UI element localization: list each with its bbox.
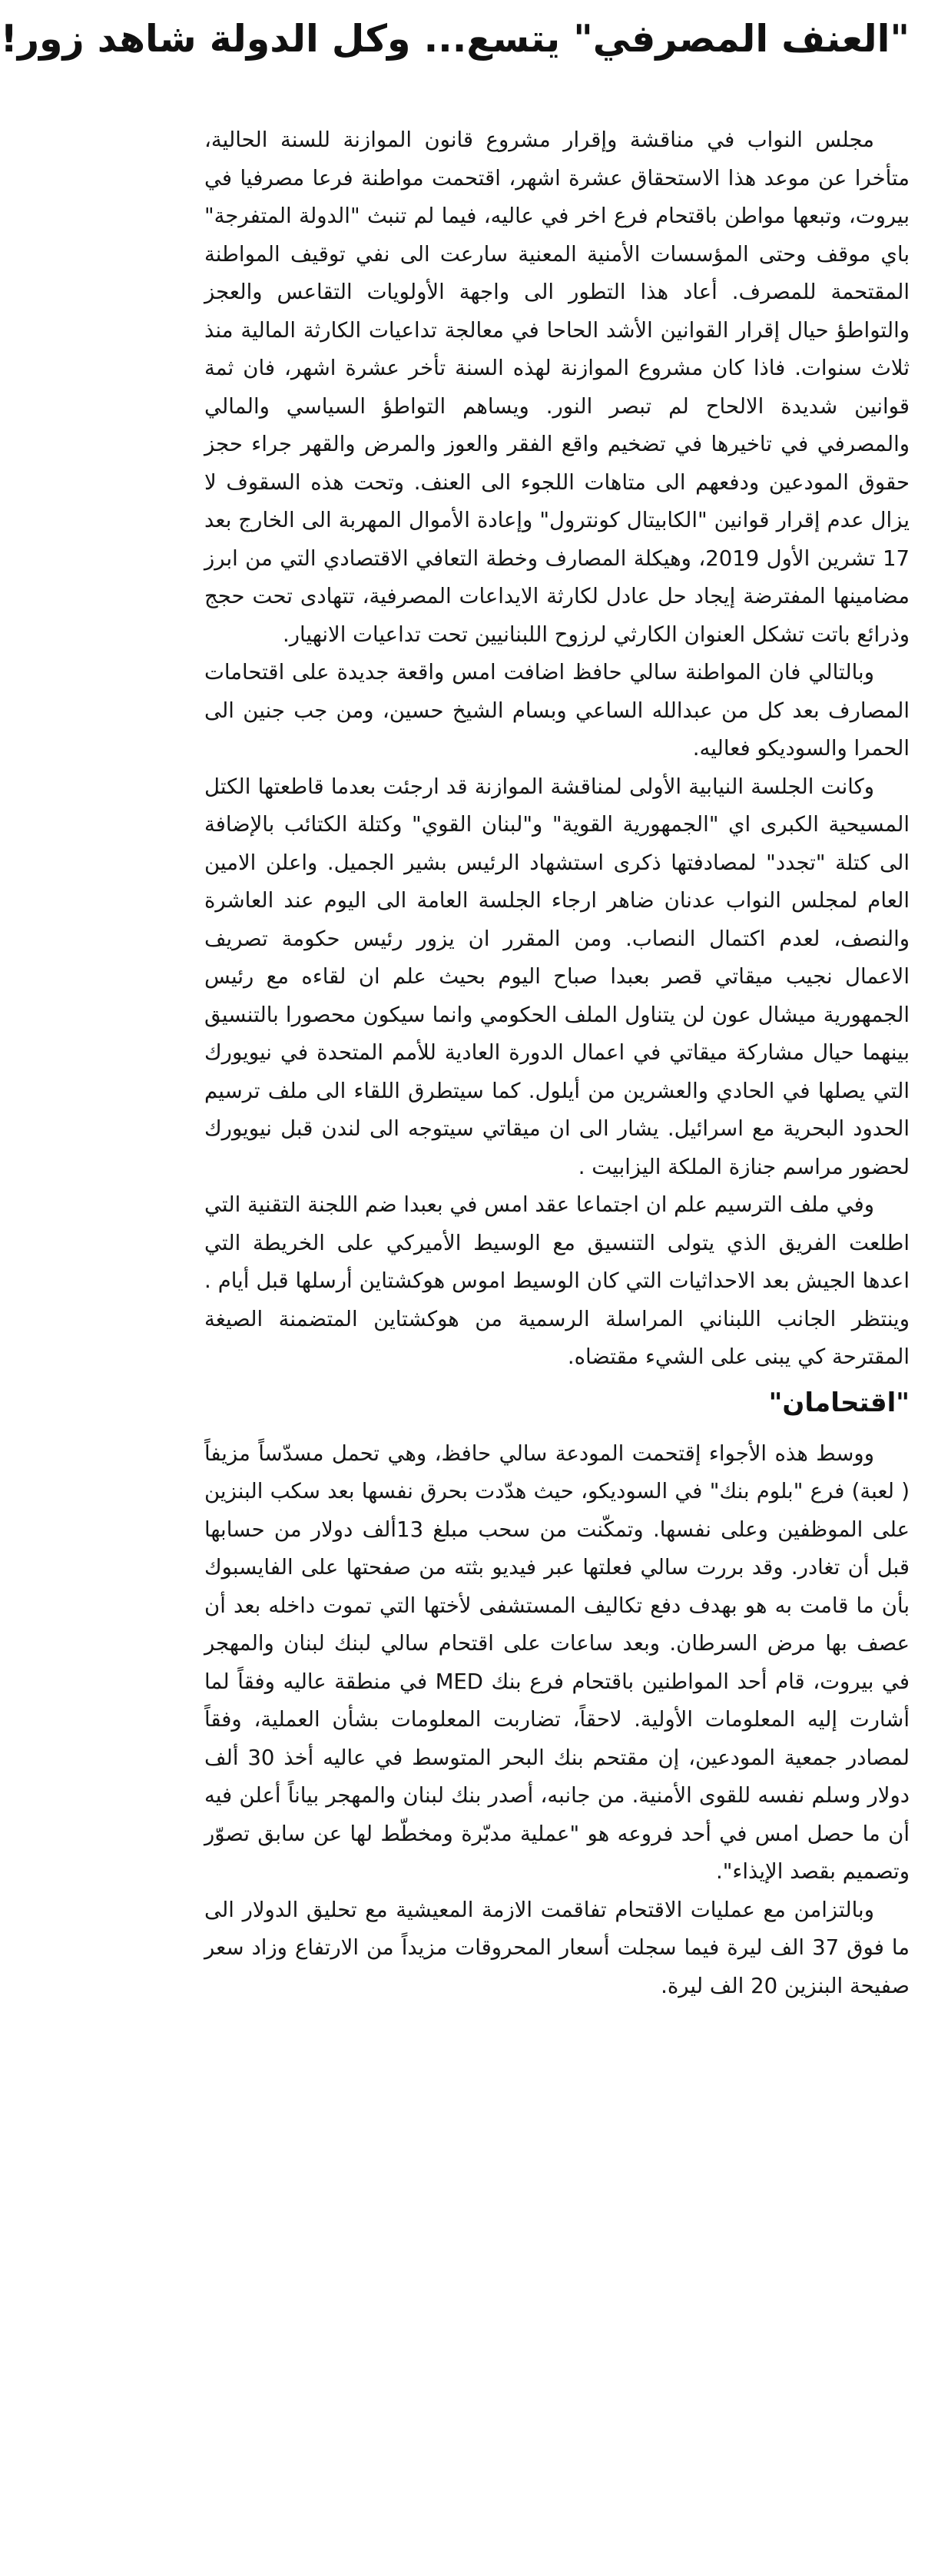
article-paragraph: مجلس النواب في مناقشة وإقرار مشروع قانون الموازنة للسنة الحالية، متأخرا عن موعد هذا الاستحقاق عشرة اشهر، اقتحمت مواطنة فرعا مصرفيا في بيروت، وتبعها مواطن باقتحام فرع اخر في عاليه، فيما لم تنبث "الدولة المتفرجة" باي موقف وحتى المؤسسات الأمنية المعنية سارعت الى نفي توقيف المواطنة المقتحمة للمصرف. أعاد هذا التطور الى واجهة الأولويات التقاعس والعجز والتواطؤ حيال إقرار القوانين الأشد الحاحا في معالجة تداعيات الكارثة المالية منذ ثلاث سنوات. فاذا كان مشروع الموازنة لهذه السنة تأخر عشرة اشهر، فان ثمة قوانين شديدة الالحاح لم تبصر النور. ويساهم التواطؤ السياسي والمالي والمصرفي في تاخيرها في تضخيم واقع الفقر والعوز والمرض والقهر جراء حجز حقوق المودعين ودفعهم الى متاهات اللجوء الى العنف. وتحت هذه السقوف لا يزال عدم إقرار قوانين "الكابيتال كونترول" وإعادة الأموال المهربة الى الخارج بعد 17 تشرين الأول 2019، وهيكلة المصارف وخطة التعافي الاقتصادي التي من ابرز مضامينها المفترضة إيجاد حل عادل لكارثة الايداعات المصرفية، تتهادى تحت حجج وذرائع باتت تشكل العنوان الكارثي لرزوح اللبنانيين تحت تداعيات الانهيار. — [204, 128, 910, 647]
article-paragraph: وكانت الجلسة النيابية الأولى لمناقشة الموازنة قد ارجئت بعدما قاطعتها الكتل المسيحية الكبرى اي "الجمهورية القوية" و"لبنان القوي" وكتلة الكتائب بالإضافة الى كتلة "تجدد" لمصادفتها ذكرى استشهاد الرئيس بشير الجميل. واعلن الامين العام لمجلس النواب عدنان ضاهر ارجاء الجلسة العامة الى اليوم عند العاشرة والنصف، لعدم اكتمال النصاب. ومن المقرر ان يزور رئيس حكومة تصريف الاعمال نجيب ميقاتي قصر بعبدا صباح اليوم بحيث علم ان لقاءه مع رئيس الجمهورية ميشال عون لن يتناول الملف الحكومي وانما سيكون محصورا بالتنسيق بينهما حيال مشاركة ميقاتي في اعمال الدورة العادية للأمم المتحدة في نيويورك التي يصلها في الحادي والعشرين من أيلول. كما سيتطرق اللقاء الى ملف ترسيم الحدود البحرية مع اسرائيل. يشار الى ان ميقاتي سيتوجه الى لندن قبل نيويورك لحضور مراسم جنازة الملكة اليزابيت . — [204, 774, 910, 1179]
article-paragraph: وفي ملف الترسيم علم ان اجتماعا عقد امس في بعبدا ضم اللجنة التقنية التي اطلعت الفريق الذي يتولى التنسيق مع الوسيط الأميركي على الخريطة التي اعدها الجيش بعد الاحداثيات التي كان الوسيط اموس هوكشتاين أرسلها قبل أيام . وينتظر الجانب اللبناني المراسلة الرسمية من هوكشتاين المتضمنة الصيغة المقترحة كي يبنى على الشيء مقتضاه. — [204, 1192, 910, 1369]
article-headline: "العنف المصرفي" يتسع... وكل الدولة شاهد زور! — [0, 17, 910, 61]
section-subheading: "اقتحامان" — [768, 1387, 910, 1418]
article-paragraph: ووسط هذه الأجواء إقتحمت المودعة سالي حافظ، وهي تحمل مسدّساً مزيفاً ( لعبة) فرع "بلوم بنك" في السوديكو، حيث هدّدت بحرق نفسها بعد سكب البنزين على الموظفين وعلى نفسها. وتمكّنت من سحب مبلغ 13ألف دولار من حسابها قبل أن تغادر. وقد بررت سالي فعلتها عبر فيديو بثته من صفحتها على الفايسبوك بأن ما قامت به هو بهدف دفع تكاليف المستشفى لأختها التي تموت داخله بعد أن عصف بها مرض السرطان. وبعد ساعات على اقتحام سالي لبنك لبنان والمهجر في بيروت، قام أحد المواطنين باقتحام فرع بنك MED في منطقة عاليه وفقاً لما أشارت إليه المعلومات الأولية. لاحقاً، تضاربت المعلومات بشأن العملية، وفقاً لمصادر جمعية المودعين، إن مقتحم بنك البحر المتوسط في عاليه أخذ 30 ألف دولار وسلم نفسه للقوى الأمنية. من جانبه، أصدر بنك لبنان والمهجر بياناً أعلن فيه أن ما حصل امس في أحد فروعه هو "عملية مدبّرة ومخطّط لها عن سابق تصوّر وتصميم بقصد الإيذاء". — [204, 1441, 910, 1884]
article-paragraph: وبالتالي فان المواطنة سالي حافظ اضافت امس واقعة جديدة على اقتحامات المصارف بعد كل من عبدالله الساعي وبسام الشيخ حسين، ومن جب جنين الى الحمرا والسوديكو فعاليه. — [204, 660, 910, 761]
article-paragraph: وبالتزامن مع عمليات الاقتحام تفاقمت الازمة المعيشية مع تحليق الدولار الى ما فوق 37 الف ليرة فيما سجلت أسعار المحروقات مزيداً من الارتفاع وزاد سعر صفيحة البنزين 20 الف ليرة. — [204, 1897, 910, 1998]
